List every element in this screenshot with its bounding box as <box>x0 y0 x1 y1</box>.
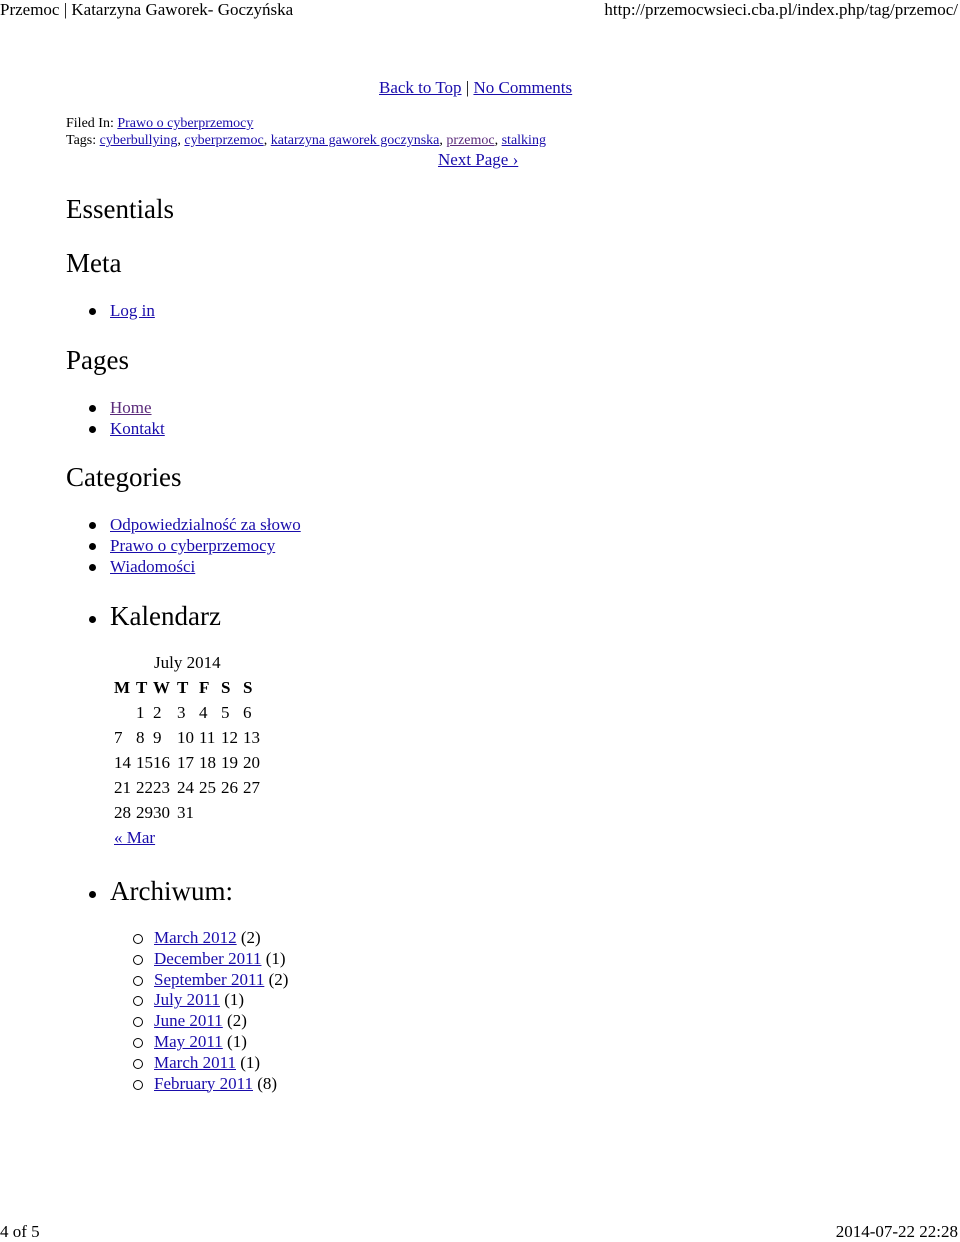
calendar-week-row <box>114 700 265 725</box>
weekday-label: T <box>177 678 189 697</box>
calendar-day: 28 <box>114 803 131 822</box>
filed-in-category-link[interactable]: Prawo o cyberprzemocy <box>117 116 254 131</box>
list-item <box>130 949 288 970</box>
list-item <box>130 1011 288 1032</box>
calendar-day: 26 <box>221 778 238 797</box>
calendar-day: 6 <box>243 703 252 722</box>
calendar-day: 22 <box>136 778 153 797</box>
calendar-day: 20 <box>243 753 260 772</box>
calendar-day: 4 <box>199 703 208 722</box>
calendar-day: 13 <box>243 728 260 747</box>
list-item <box>130 990 288 1011</box>
archive-link[interactable]: June 2011 <box>154 1011 223 1031</box>
calendar-day: 18 <box>199 753 216 772</box>
calendar-day: 16 <box>153 753 170 772</box>
archive-heading: Archiwum: <box>110 876 233 906</box>
categories-heading: Categories <box>66 462 182 492</box>
pages-heading: Pages <box>66 345 129 375</box>
archive-link[interactable]: May 2011 <box>154 1031 223 1051</box>
archive-link[interactable]: March 2011 <box>154 1052 236 1072</box>
archive-count: (2) <box>240 928 261 947</box>
calendar-day: 1 <box>136 703 145 722</box>
archive-link[interactable]: September 2011 <box>154 969 265 989</box>
calendar-week-row <box>114 775 265 800</box>
calendar-day: 2 <box>153 703 162 722</box>
nav-separator: | <box>465 78 470 97</box>
categories-list <box>66 514 301 577</box>
page-number: 4 of 5 <box>0 1222 40 1241</box>
archive-count: (2) <box>268 969 289 989</box>
calendar-day: 25 <box>199 778 216 797</box>
essentials-heading: Essentials <box>66 194 174 224</box>
calendar-day: 3 <box>177 703 186 722</box>
tag-link[interactable]: cyberprzemoc <box>184 133 264 148</box>
archive-count: (8) <box>257 1073 278 1093</box>
no-comments-link[interactable]: No Comments <box>473 78 573 97</box>
tag-link[interactable]: katarzyna gaworek goczynska <box>270 133 440 148</box>
list-item <box>130 1053 288 1074</box>
calendar-week-row <box>114 725 265 750</box>
weekday-label: S <box>221 678 231 697</box>
weekday-label: T <box>136 678 148 697</box>
calendar-day: 24 <box>177 778 194 797</box>
calendar-table <box>114 675 265 825</box>
calendar-day: 19 <box>221 753 238 772</box>
calendar-day <box>199 800 221 825</box>
archive-link[interactable]: December 2011 <box>154 948 262 968</box>
archive-count: (1) <box>224 990 245 1010</box>
list-item <box>130 1074 288 1095</box>
calendar-day <box>243 800 265 825</box>
archive-count: (1) <box>240 1052 261 1072</box>
page-link-home[interactable]: Home <box>110 398 152 417</box>
back-to-top-link[interactable]: Back to Top <box>379 78 462 97</box>
list-item <box>130 1032 288 1053</box>
calendar-day: 15 <box>136 753 153 772</box>
print-datetime: 2014-07-22 22:28 <box>835 1222 958 1241</box>
meta-list <box>66 300 155 321</box>
weekday-label: S <box>243 678 253 697</box>
list-item <box>130 928 288 949</box>
list-item <box>66 535 301 556</box>
pages-list <box>66 397 165 439</box>
list-item <box>66 300 155 321</box>
meta-heading: Meta <box>66 248 122 278</box>
calendar-week-row <box>114 750 265 775</box>
category-link[interactable]: Odpowiedzialność za słowo <box>110 515 301 534</box>
archive-link[interactable]: March 2012 <box>154 928 237 947</box>
calendar-day: 9 <box>153 728 162 747</box>
calendar-day: 14 <box>114 753 131 772</box>
weekday-label: M <box>114 678 131 697</box>
weekday-label: F <box>199 678 210 697</box>
tag-link[interactable]: stalking <box>501 133 546 148</box>
calendar-week-row <box>114 800 265 825</box>
tag-link[interactable]: cyberbullying <box>99 133 178 148</box>
list-item <box>66 556 301 577</box>
archive-link[interactable]: July 2011 <box>154 990 220 1010</box>
calendar-prev-month-link[interactable]: « Mar <box>114 828 156 847</box>
calendar-day: 12 <box>221 728 238 747</box>
bullet-dot <box>89 616 96 623</box>
filed-in-label: Filed In: <box>66 116 114 131</box>
archive-count: (1) <box>265 948 286 968</box>
archive-count: (1) <box>227 1031 247 1051</box>
calendar-day: 8 <box>136 728 145 747</box>
page-header-title: Przemoc | Katarzyna Gaworek- Goczyńska <box>0 0 294 19</box>
calendar-day: 23 <box>153 778 170 797</box>
archive-list <box>130 928 288 1094</box>
calendar-day: 27 <box>243 778 260 797</box>
page-link-kontakt[interactable]: Kontakt <box>110 419 165 438</box>
calendar-day: 5 <box>221 703 230 722</box>
bullet-dot <box>89 891 96 898</box>
list-item <box>66 514 301 535</box>
tags-label: Tags: <box>66 133 97 148</box>
post-navigation <box>379 78 572 98</box>
list-item <box>66 397 165 418</box>
calendar-day <box>114 700 136 725</box>
calendar-caption: July 2014 <box>154 653 221 672</box>
page-header-url: http://przemocwsieci.cba.pl/index.php/tag/przemoc/ <box>604 0 958 19</box>
log-in-link[interactable]: Log in <box>110 301 155 320</box>
calendar-day: 21 <box>114 778 131 797</box>
archive-count: (2) <box>227 1011 247 1031</box>
calendar-day: 7 <box>114 728 123 747</box>
category-link[interactable]: Prawo o cyberprzemocy <box>110 536 276 555</box>
calendar-weekday-row <box>114 675 265 700</box>
filed-in-line <box>66 115 253 132</box>
category-link[interactable]: Wiadomości <box>110 557 196 576</box>
calendar-heading: Kalendarz <box>110 601 221 631</box>
calendar-day: 31 <box>177 803 194 822</box>
calendar-day: 11 <box>199 728 216 747</box>
calendar-day: 29 <box>136 803 153 822</box>
list-item <box>130 970 288 991</box>
tag-link[interactable]: przemoc <box>446 133 495 148</box>
list-item <box>66 418 165 439</box>
calendar-day: 30 <box>153 803 170 822</box>
archive-link[interactable]: February 2011 <box>154 1073 253 1093</box>
weekday-label: W <box>153 678 170 697</box>
calendar-day: 17 <box>177 753 194 772</box>
calendar-day <box>221 800 243 825</box>
tags-line: Tags: cyberbullying, cyberprzemoc, katarzyna gaworek goczynska, przemoc, stalking <box>66 133 546 148</box>
calendar-day: 10 <box>177 728 194 747</box>
next-page-link[interactable]: Next Page › <box>438 150 519 169</box>
